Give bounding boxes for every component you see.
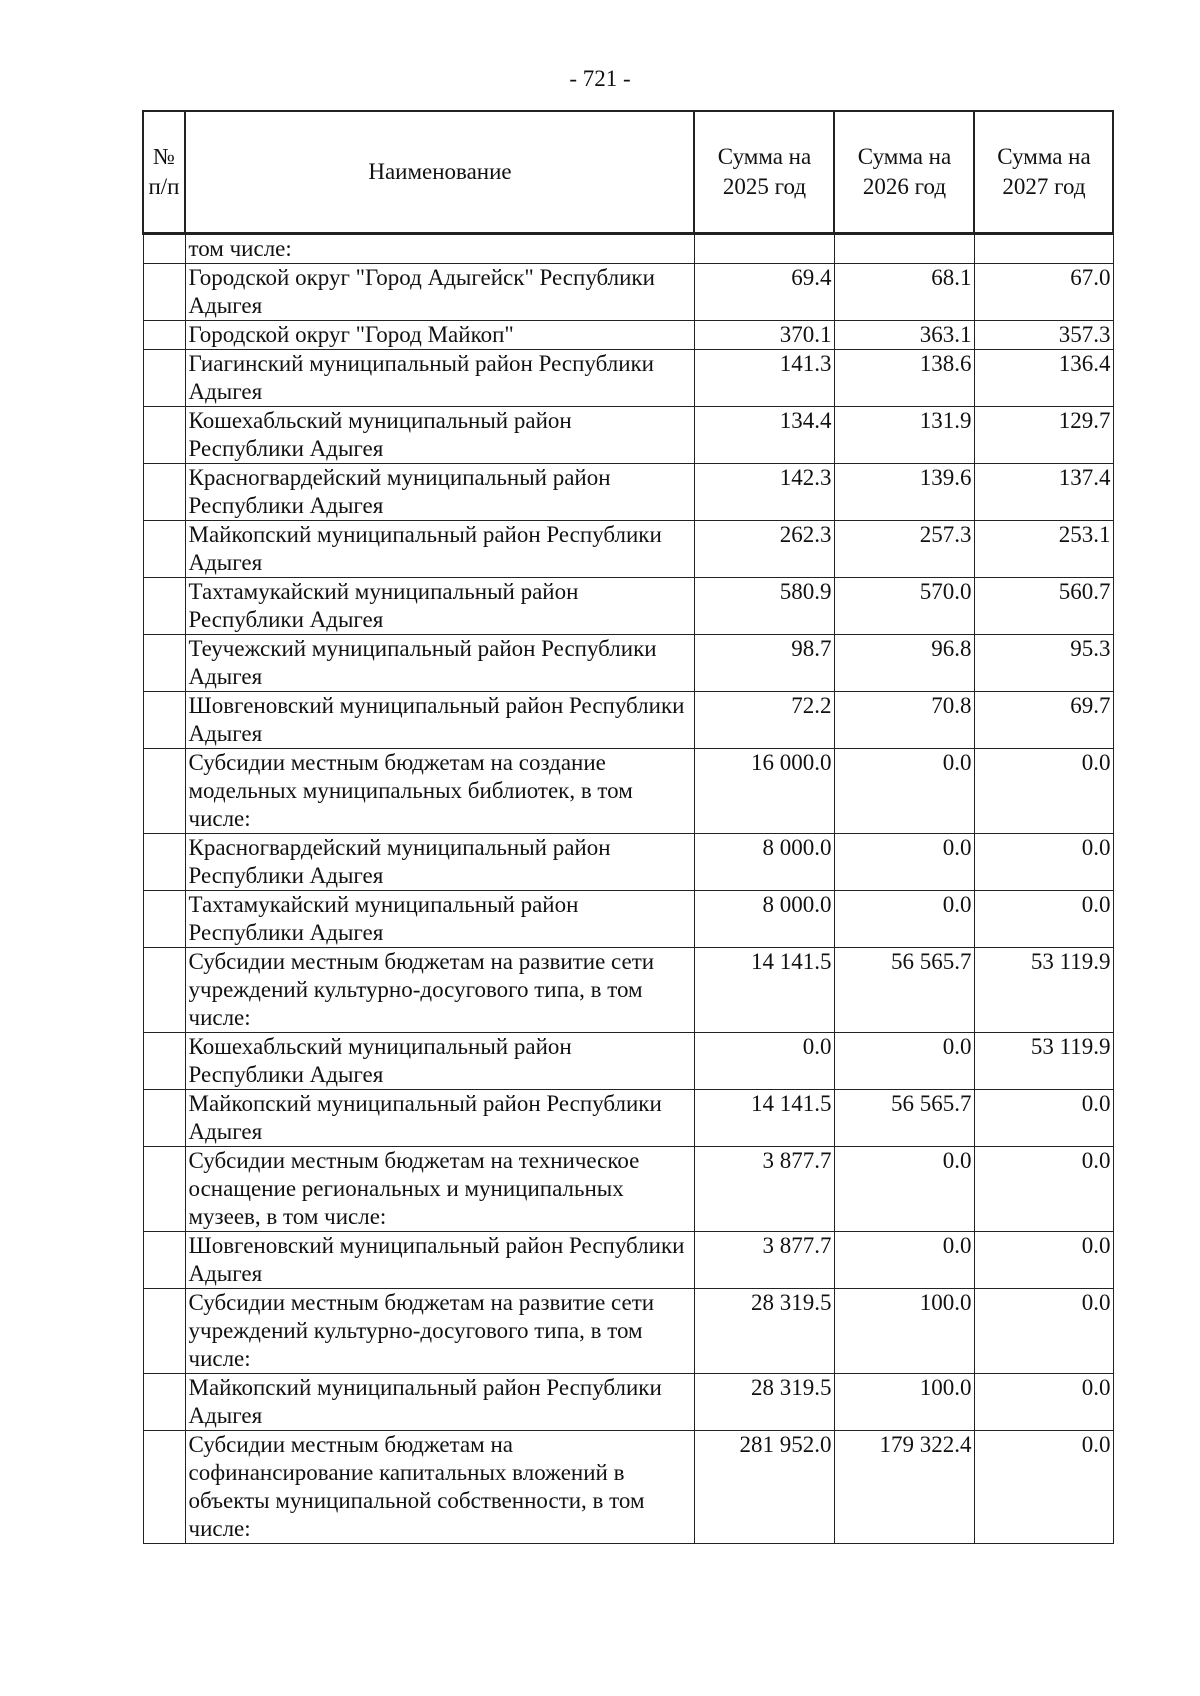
row-amount-2026: 257.3: [834, 521, 974, 578]
header-2027: Сумма на 2027 год: [974, 111, 1113, 234]
row-amount-2027: 0.0: [974, 1232, 1113, 1289]
row-amount-2026: 96.8: [834, 635, 974, 692]
row-name: Майкопский муниципальный район Республики Адыгея: [185, 521, 694, 578]
table-row: [143, 1090, 1113, 1147]
table-row: [143, 834, 1113, 891]
row-amount-2026: 0.0: [834, 891, 974, 948]
row-num: [143, 1232, 185, 1289]
row-name: Субсидии местным бюджетам на создание модельных муниципальных библиотек, в том числе:: [185, 749, 694, 834]
row-amount-2025: 262.3: [694, 521, 834, 578]
row-amount-2027: 95.3: [974, 635, 1113, 692]
row-name: Кошехабльский муниципальный район Республики Адыгея: [185, 1033, 694, 1090]
row-name: Майкопский муниципальный район Республики Адыгея: [185, 1090, 694, 1147]
row-amount-2026: 68.1: [834, 264, 974, 321]
row-name: Субсидии местным бюджетам на развитие сети учреждений культурно-досугового типа, в том числе:: [185, 1289, 694, 1374]
row-name: Городской округ "Город Адыгейск" Республики Адыгея: [185, 264, 694, 321]
row-name: Шовгеновский муниципальный район Республики Адыгея: [185, 1232, 694, 1289]
table-row: [143, 350, 1113, 407]
row-amount-2025: 142.3: [694, 464, 834, 521]
row-amount-2025: 16 000.0: [694, 749, 834, 834]
row-amount-2026: 56 565.7: [834, 948, 974, 1033]
row-num: [143, 891, 185, 948]
row-num: [143, 1374, 185, 1431]
row-num: [143, 407, 185, 464]
row-num: [143, 1090, 185, 1147]
row-num: [143, 749, 185, 834]
row-amount-2026: [834, 234, 974, 264]
row-amount-2027: 136.4: [974, 350, 1113, 407]
table-row: [143, 407, 1113, 464]
row-amount-2025: 370.1: [694, 321, 834, 350]
row-amount-2025: 580.9: [694, 578, 834, 635]
row-amount-2026: 0.0: [834, 1232, 974, 1289]
header-row: [143, 111, 1113, 234]
row-amount-2025: 3 877.7: [694, 1147, 834, 1232]
table-row: [143, 578, 1113, 635]
header-name: Наименование: [185, 111, 694, 234]
row-num: [143, 635, 185, 692]
table-row: [143, 521, 1113, 578]
table-row: [143, 1033, 1113, 1090]
row-num: [143, 578, 185, 635]
table-row: [143, 1232, 1113, 1289]
row-amount-2027: 357.3: [974, 321, 1113, 350]
table-row: [143, 948, 1113, 1033]
row-amount-2026: 138.6: [834, 350, 974, 407]
row-name: Субсидии местным бюджетам на софинансирование капитальных вложений в объекты муниципальной собственности, в том числе:: [185, 1431, 694, 1544]
row-amount-2025: 28 319.5: [694, 1289, 834, 1374]
row-amount-2027: 53 119.9: [974, 948, 1113, 1033]
table-row: [143, 321, 1113, 350]
table-row: [143, 635, 1113, 692]
row-name: Субсидии местным бюджетам на развитие сети учреждений культурно-досугового типа, в том числе:: [185, 948, 694, 1033]
row-amount-2027: 137.4: [974, 464, 1113, 521]
row-amount-2026: 0.0: [834, 834, 974, 891]
row-amount-2025: 72.2: [694, 692, 834, 749]
table-row: [143, 234, 1113, 264]
row-amount-2026: 0.0: [834, 1147, 974, 1232]
row-amount-2025: 98.7: [694, 635, 834, 692]
row-name: Городской округ "Город Майкоп": [185, 321, 694, 350]
row-amount-2026: 570.0: [834, 578, 974, 635]
row-num: [143, 464, 185, 521]
row-amount-2027: [974, 234, 1113, 264]
table-row: [143, 692, 1113, 749]
row-name: Кошехабльский муниципальный район Республики Адыгея: [185, 407, 694, 464]
row-num: [143, 1289, 185, 1374]
row-name: Субсидии местным бюджетам на техническое оснащение региональных и муниципальных музеев, в том числе:: [185, 1147, 694, 1232]
row-num: [143, 1033, 185, 1090]
row-num: [143, 321, 185, 350]
row-amount-2027: 0.0: [974, 749, 1113, 834]
row-amount-2027: 69.7: [974, 692, 1113, 749]
row-amount-2026: 70.8: [834, 692, 974, 749]
row-amount-2026: 0.0: [834, 749, 974, 834]
row-amount-2027: 0.0: [974, 1374, 1113, 1431]
row-amount-2027: 0.0: [974, 891, 1113, 948]
row-amount-2026: 0.0: [834, 1033, 974, 1090]
row-amount-2027: 560.7: [974, 578, 1113, 635]
header-2025: Сумма на 2025 год: [694, 111, 834, 234]
row-name: Красногвардейский муниципальный район Республики Адыгея: [185, 464, 694, 521]
row-num: [143, 1431, 185, 1544]
row-amount-2027: 129.7: [974, 407, 1113, 464]
table-row: [143, 1147, 1113, 1232]
row-amount-2027: 53 119.9: [974, 1033, 1113, 1090]
row-name: Красногвардейский муниципальный район Республики Адыгея: [185, 834, 694, 891]
table-row: [143, 1289, 1113, 1374]
row-amount-2026: 139.6: [834, 464, 974, 521]
row-num: [143, 1147, 185, 1232]
budget-table: [142, 110, 1114, 1544]
row-amount-2026: 100.0: [834, 1374, 974, 1431]
row-amount-2025: 141.3: [694, 350, 834, 407]
row-name: Тахтамукайский муниципальный район Республики Адыгея: [185, 578, 694, 635]
row-amount-2027: 0.0: [974, 1289, 1113, 1374]
table-row: [143, 891, 1113, 948]
table-row: [143, 749, 1113, 834]
row-amount-2027: 0.0: [974, 1147, 1113, 1232]
header-num: № п/п: [143, 111, 185, 234]
row-amount-2025: 281 952.0: [694, 1431, 834, 1544]
row-amount-2027: 253.1: [974, 521, 1113, 578]
row-num: [143, 264, 185, 321]
row-num: [143, 234, 185, 264]
row-num: [143, 948, 185, 1033]
table-header: [143, 111, 1113, 234]
row-amount-2025: 0.0: [694, 1033, 834, 1090]
row-amount-2025: [694, 234, 834, 264]
page-number: - 721 -: [569, 66, 631, 91]
row-name: Гиагинский муниципальный район Республики Адыгея: [185, 350, 694, 407]
row-amount-2026: 363.1: [834, 321, 974, 350]
row-name: Тахтамукайский муниципальный район Республики Адыгея: [185, 891, 694, 948]
row-amount-2027: 0.0: [974, 1431, 1113, 1544]
row-amount-2025: 8 000.0: [694, 891, 834, 948]
table-body: [143, 234, 1113, 1544]
header-2026: Сумма на 2026 год: [834, 111, 974, 234]
row-amount-2025: 14 141.5: [694, 1090, 834, 1147]
row-amount-2026: 179 322.4: [834, 1431, 974, 1544]
row-num: [143, 692, 185, 749]
row-amount-2025: 134.4: [694, 407, 834, 464]
row-name: Майкопский муниципальный район Республики Адыгея: [185, 1374, 694, 1431]
row-amount-2025: 8 000.0: [694, 834, 834, 891]
row-num: [143, 834, 185, 891]
row-amount-2027: 0.0: [974, 1090, 1113, 1147]
table-row: [143, 1374, 1113, 1431]
row-name: Теучежский муниципальный район Республики Адыгея: [185, 635, 694, 692]
row-amount-2025: 14 141.5: [694, 948, 834, 1033]
row-name: Шовгеновский муниципальный район Республики Адыгея: [185, 692, 694, 749]
row-amount-2026: 56 565.7: [834, 1090, 974, 1147]
row-amount-2025: 28 319.5: [694, 1374, 834, 1431]
table-row: [143, 1431, 1113, 1544]
row-amount-2027: 0.0: [974, 834, 1113, 891]
row-amount-2025: 69.4: [694, 264, 834, 321]
row-amount-2027: 67.0: [974, 264, 1113, 321]
row-amount-2026: 100.0: [834, 1289, 974, 1374]
row-amount-2026: 131.9: [834, 407, 974, 464]
row-amount-2025: 3 877.7: [694, 1232, 834, 1289]
row-name: том числе:: [185, 234, 694, 264]
row-num: [143, 521, 185, 578]
table-row: [143, 464, 1113, 521]
row-num: [143, 350, 185, 407]
table-row: [143, 264, 1113, 321]
